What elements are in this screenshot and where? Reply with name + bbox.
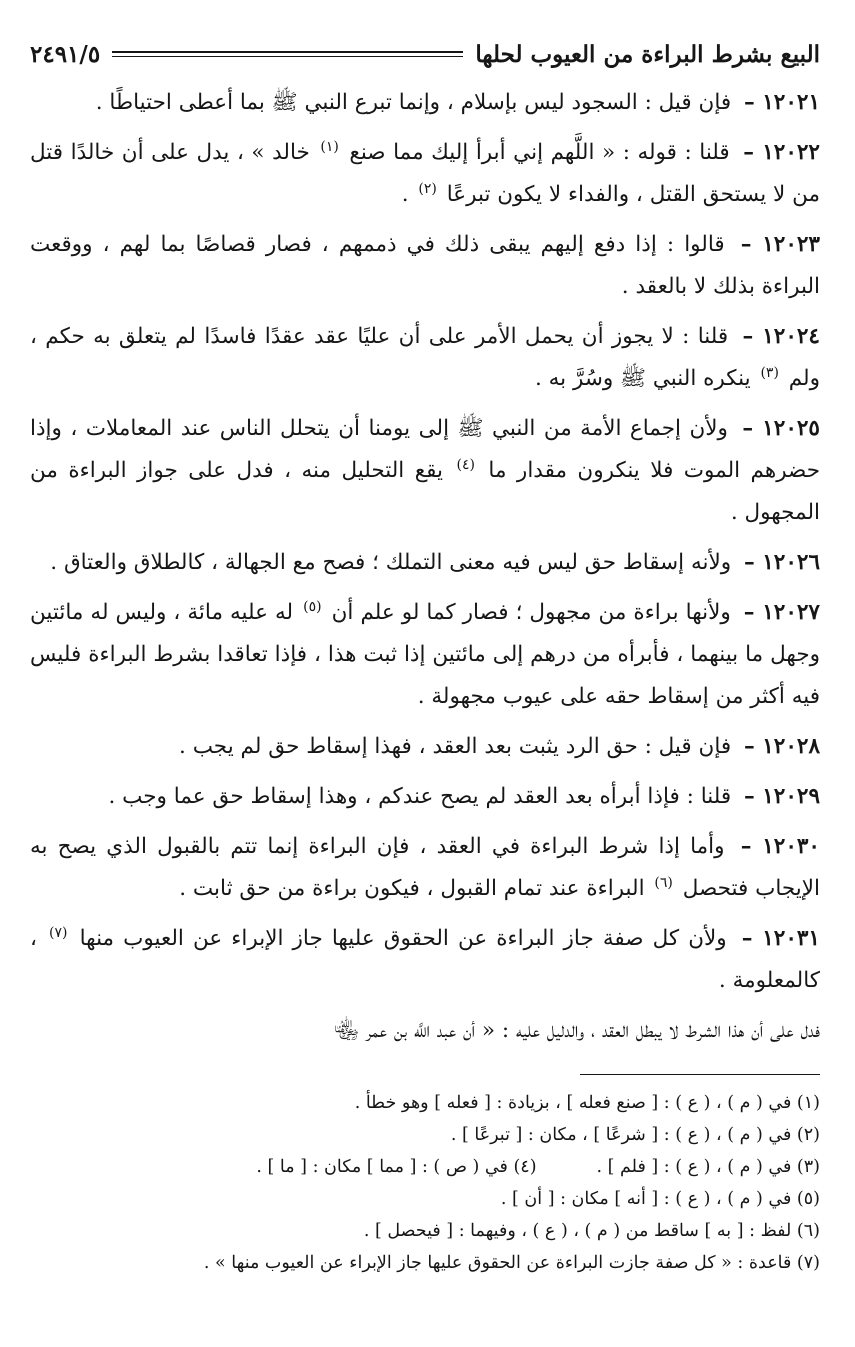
footnote-separator: [580, 1074, 820, 1075]
paragraph-text: له عليه مائة ، وليس له مائتين وجهل ما بينهما ، فأبرأه من درهم إلى مائتين إذا ثبت هذا ، فإذا تعاقدا بشرط البراءة فليس فيه أكثر من إسقاط حقه على عيوب مجهولة .: [30, 600, 820, 709]
paragraph-text: ولأنها براءة من مجهول ؛ فصار كما لو علم أن: [331, 600, 731, 625]
paragraph-12026: [30, 542, 820, 584]
paragraph-text: ولأنه إسقاط حق ليس فيه معنى التملك ؛ فصح مع الجهالة ، كالطلاق والعتاق .: [50, 550, 732, 575]
paragraph-text: فدل على أن هذا الشرط لا يبطل العقد ، والدليل عليه : « أن عبد اللَّه بن عمر ﵄: [333, 1018, 820, 1043]
page-number: ٢٤٩١/٥: [30, 40, 101, 68]
paragraph-number: ١٢٠٢٣ –: [740, 232, 820, 257]
footnote-ref[interactable]: (٢): [418, 180, 437, 197]
footnote-ref[interactable]: (٤): [456, 456, 475, 473]
footnotes: [30, 1087, 820, 1279]
paragraph-text: ولأن إجماع الأمة من النبي ﷺ إلى يومنا أن يتحلل الناس عند المعاملات ، وإذا حضرهم الموت فلا ينكرون مقدار ما: [30, 416, 820, 483]
footnote-7: (٧) قاعدة : « كل صفة جازت البراءة عن الحقوق عليها جاز الإبراء عن العيوب منها » .: [203, 1253, 820, 1273]
paragraph-number: ١٢٠٢٢ –: [743, 140, 820, 165]
footnote-ref[interactable]: (١): [320, 138, 339, 155]
paragraph-text: قلنا : فإذا أبرأه بعد العقد لم يصح عندكم ، وهذا إسقاط حق عما وجب .: [108, 784, 732, 809]
footnote-4: (٤) في ( ص ) : [ مما ] مكان : [ ما ] .: [256, 1157, 537, 1177]
paragraph-text: وأما إذا شرط البراءة في العقد ، فإن البراءة إنما تتم بالقبول الذي يصح به الإيجاب فتحصل: [30, 834, 820, 901]
footnote-6: (٦) لفظ : [ به ] ساقط من ( م ) ، ( ع ) ، وفيهما : [ فيحصل ] .: [363, 1221, 820, 1241]
paragraph-12029: [30, 776, 820, 818]
paragraph-12024: [30, 316, 820, 400]
paragraph-number: ١٢٠٢١ –: [744, 90, 820, 115]
paragraph-12022: [30, 132, 820, 216]
footnote-2: (٢) في ( م ) ، ( ع ) : [ شرعًا ] ، مكان : [ تبرعًا ] .: [450, 1125, 820, 1145]
paragraph-12030: [30, 826, 820, 910]
paragraph-12028: [30, 726, 820, 768]
paragraph-number: ١٢٠٢٦ –: [744, 550, 820, 575]
footnote-3: (٣) في ( م ) ، ( ع ) : [ فلم ] .: [596, 1157, 820, 1177]
footnote-ref[interactable]: (٥): [303, 598, 322, 615]
document-page: [30, 28, 820, 1318]
paragraph-number: ١٢٠٢٤ –: [742, 324, 820, 349]
paragraph-text: فإن قيل : السجود ليس بإسلام ، وإنما تبرع النبي ﷺ بما أعطى احتياطًا .: [95, 90, 732, 115]
footnote-1: (١) في ( م ) ، ( ع ) : [ صنع فعله ] ، بزيادة : [ فعله ] وهو خطأ .: [354, 1093, 820, 1113]
paragraph-12027: [30, 592, 820, 718]
paragraph-text: ، كالمعلومة .: [30, 926, 820, 993]
footnote-ref[interactable]: (٧): [49, 924, 68, 941]
paragraph-12031: [30, 918, 820, 1002]
footnote-5: (٥) في ( م ) ، ( ع ) : [ أنه ] مكان : [ أن ] .: [500, 1189, 820, 1209]
header-rule: [112, 51, 463, 57]
paragraph-text: .: [401, 182, 409, 207]
paragraph-text: ينكره النبي ﷺ وسُرَّ به .: [534, 366, 751, 391]
paragraph-number: ١٢٠٣١ –: [741, 926, 820, 951]
paragraph-text: قلنا : قوله : « اللَّهم إني أبرأ إليك مما صنع: [349, 140, 730, 165]
paragraph-number: ١٢٠٣٠ –: [740, 834, 820, 859]
paragraph-number: ١٢٠٢٩ –: [744, 784, 820, 809]
paragraph-text: فإن قيل : حق الرد يثبت بعد العقد ، فهذا إسقاط حق لم يجب .: [179, 734, 732, 759]
running-header: [30, 28, 820, 80]
paragraph-12021: [30, 82, 820, 124]
paragraph-number: ١٢٠٢٨ –: [744, 734, 820, 759]
paragraph-text: خالد » ، يدل على أن خالدًا قتل من لا يستحق القتل ، والفداء لا يكون تبرعًا: [30, 140, 820, 207]
paragraph-text: البراءة عند تمام القبول ، فيكون براءة من حق ثابت .: [179, 876, 645, 901]
paragraph-continuation: [30, 1010, 820, 1052]
footnote-row: [30, 1151, 820, 1183]
footnote-ref[interactable]: (٦): [654, 874, 673, 891]
paragraph-text: قلنا : لا يجوز أن يحمل الأمر على أن عليًا عقد عقدًا فاسدًا لم يتعلق به حكم ، ولم: [30, 324, 820, 391]
header-title: البيع بشرط البراءة من العيوب لحلها: [475, 40, 820, 68]
paragraph-number: ١٢٠٢٥ –: [742, 416, 820, 441]
paragraph-12025: [30, 408, 820, 534]
paragraph-number: ١٢٠٢٧ –: [743, 600, 820, 625]
paragraph-text: ولأن كل صفة جاز البراءة عن الحقوق عليها جاز الإبراء عن العيوب منها: [79, 926, 727, 951]
footnote-ref[interactable]: (٣): [760, 364, 779, 381]
paragraph-12023: [30, 224, 820, 308]
paragraph-text: يقع التحليل منه ، فدل على جواز البراءة من المجهول .: [30, 458, 820, 525]
paragraph-text: قالوا : إذا دفع إليهم يبقى ذلك في ذممهم ، فصار قصاصًا بما لهم ، ووقعت البراءة بذلك لا بالعقد .: [30, 232, 820, 299]
main-text: [30, 82, 820, 1052]
